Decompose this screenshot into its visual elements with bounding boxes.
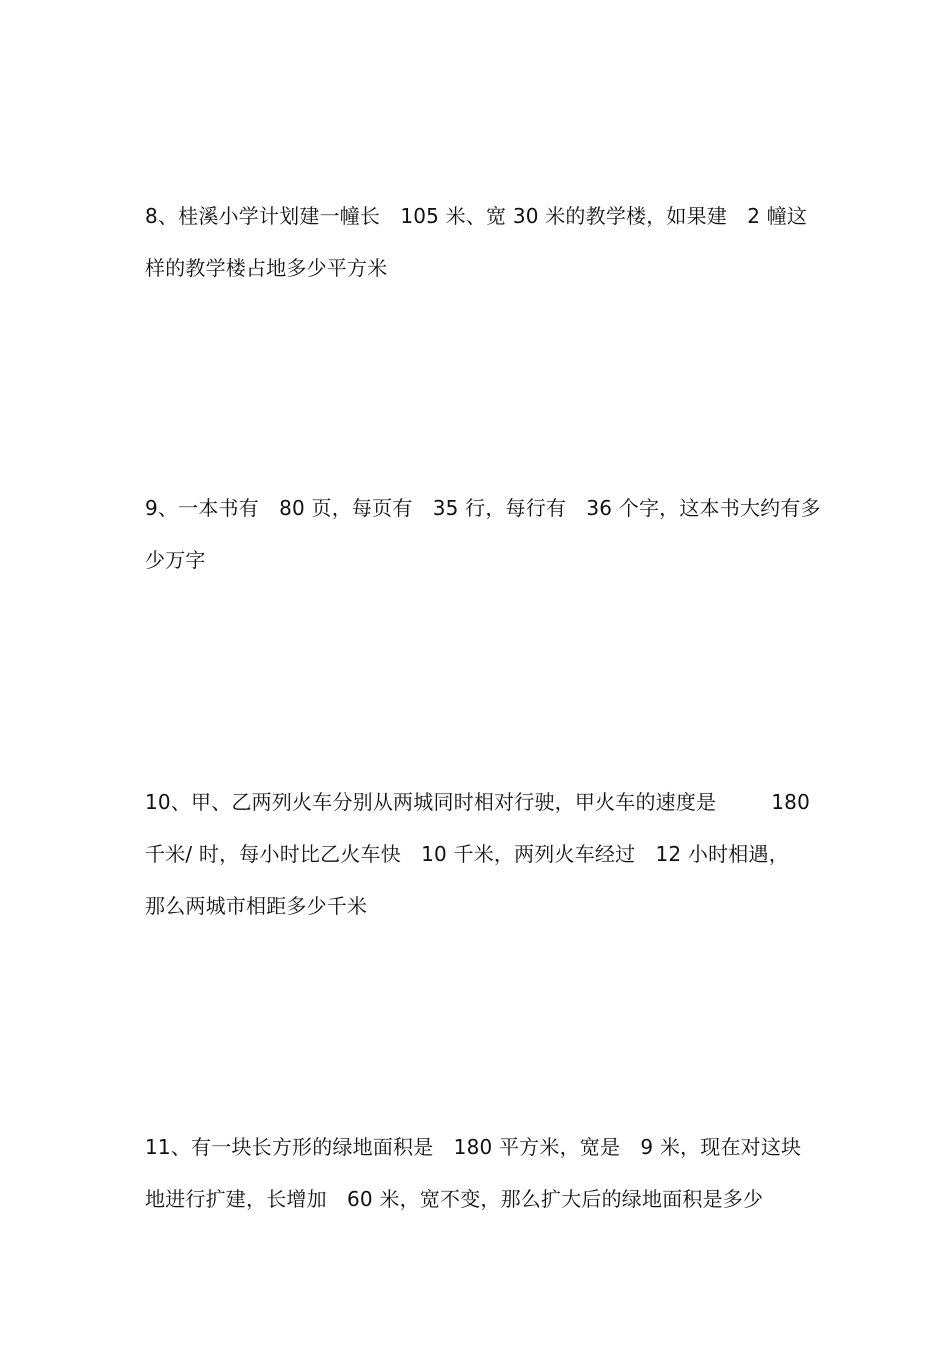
problem-9-line-2: 少万字 xyxy=(145,548,206,572)
problem-8-line-2: 样的教学楼占地多少平方米 xyxy=(145,256,388,280)
problem-10-line-2: 千米/ 时，每小时比乙火车快 10 千米，两列火车经过 12 小时相遇， xyxy=(145,842,789,866)
problem-9 xyxy=(145,495,821,599)
problem-10-line-1-text: 10、甲、乙两列火车分别从两城同时相对行驶，甲火车的速度是 xyxy=(145,790,717,814)
problem-10-line-1-number: 180 xyxy=(771,790,810,814)
problem-8 xyxy=(145,203,810,307)
problem-11-line-2: 地进行扩建，长增加 60 米，宽不变，那么扩大后的绿地面积是多少 xyxy=(145,1187,764,1211)
problem-9-line-1: 9、一本书有 80 页，每页有 35 行，每行有 36 个字，这本书大约有多 xyxy=(145,496,821,520)
problem-10-line-3: 那么两城市相距多少千米 xyxy=(145,894,368,918)
problem-8-line-1: 8、桂溪小学计划建一幢长 105 米、宽 30 米的教学楼，如果建 2 幢这 xyxy=(145,204,808,228)
problem-10 xyxy=(145,789,810,945)
problem-11 xyxy=(145,1134,810,1238)
problem-10-line-1 xyxy=(145,789,810,815)
problem-11-line-1: 11、有一块长方形的绿地面积是 180 平方米，宽是 9 米，现在对这块 xyxy=(145,1135,802,1159)
